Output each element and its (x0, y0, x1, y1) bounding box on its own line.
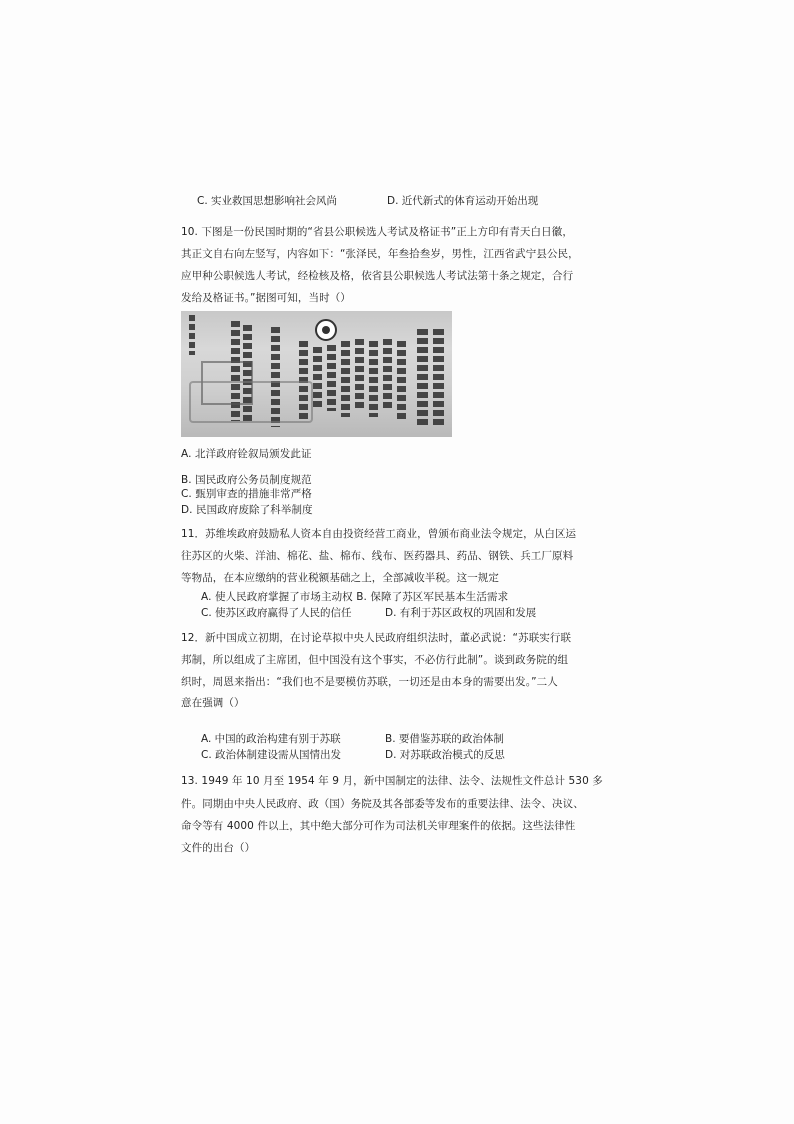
q10-line-1: 10. 下图是一份民国时期的“省县公职候选人考试及格证书”正上方印有青天白日徽， (181, 226, 573, 238)
q11-option-c: C. 使苏区政府赢得了人民的信任 (201, 607, 352, 619)
q10-option-c: C. 甄别审查的措施非常严格 (181, 488, 312, 500)
q10-option-d: D. 民国政府废除了科举制度 (181, 504, 313, 516)
q12-option-c: C. 政治体制建设需从国情出发 (201, 749, 342, 761)
q11-line-2: 往苏区的火柴、洋油、棉花、盐、棉布、线布、医药器具、药品、钢铁、兵工厂原料 (181, 550, 574, 562)
q12-option-a: A. 中国的政治构建有别于苏联 (201, 733, 341, 745)
q10-line-4: 发给及格证书。”据图可知，当时（） (181, 292, 351, 304)
q12-line-4: 意在强调（） (181, 697, 245, 709)
q11-line-1: 11．苏维埃政府鼓励私人资本自由投资经营工商业，曾颁布商业法令规定，从白区运 (181, 528, 577, 540)
q11-options-row-1: A. 使人民政府掌握了市场主动权 B. 保障了苏区军民基本生活需求 (201, 591, 509, 603)
certificate-image (181, 311, 452, 437)
q11-option-d: D. 有利于苏区政权的巩固和发展 (385, 607, 537, 619)
sun-emblem-icon (315, 319, 337, 341)
q13-line-3: 命令等有 4000 件以上，其中绝大部分可作为司法机关审理案件的依据。这些法律性 (181, 820, 576, 832)
q13-line-2: 件。同期由中央人民政府、政（国）务院及其各部委等发布的重要法律、法令、决议、 (181, 798, 584, 810)
q9-option-c: C. 实业救国思想影响社会风尚 (197, 195, 338, 207)
q12-option-b: B. 要借鉴苏联的政治体制 (385, 733, 504, 745)
watermark-mark (189, 381, 313, 423)
q10-option-a: A. 北洋政府铨叙局颁发此证 (181, 448, 312, 460)
q10-option-b: B. 国民政府公务员制度规范 (181, 474, 312, 486)
q12-line-1: 12．新中国成立初期，在讨论草拟中央人民政府组织法时，董必武说：“苏联实行联 (181, 632, 572, 644)
q12-line-3: 织时，周恩来指出：“我们也不是要模仿苏联，一切还是由本身的需要出发。”二人 (181, 676, 558, 688)
q10-line-2: 其正文自右向左竖写，内容如下：“张泽民，年叁拾叁岁，男性，江西省武宁县公民， (181, 248, 579, 260)
q9-option-d: D. 近代新式的体育运动开始出现 (387, 195, 539, 207)
q11-line-3: 等物品，在本应缴纳的营业税额基础之上，全部减收半税。这一规定 (181, 572, 499, 584)
q13-line-1: 13. 1949 年 10 月至 1954 年 9 月，新中国制定的法律、法令、法规性文件总计 530 多 (181, 775, 603, 787)
q12-option-d: D. 对苏联政治模式的反思 (385, 749, 505, 761)
q13-line-4: 文件的出台（） (181, 842, 256, 854)
q10-line-3: 应甲种公职候选人考试，经检核及格，依省县公职候选人考试法第十条之规定，合行 (181, 270, 574, 282)
q12-line-2: 邦制，所以组成了主席团，但中国没有这个事实，不必仿行此制”。谈到政务院的组 (181, 654, 569, 666)
